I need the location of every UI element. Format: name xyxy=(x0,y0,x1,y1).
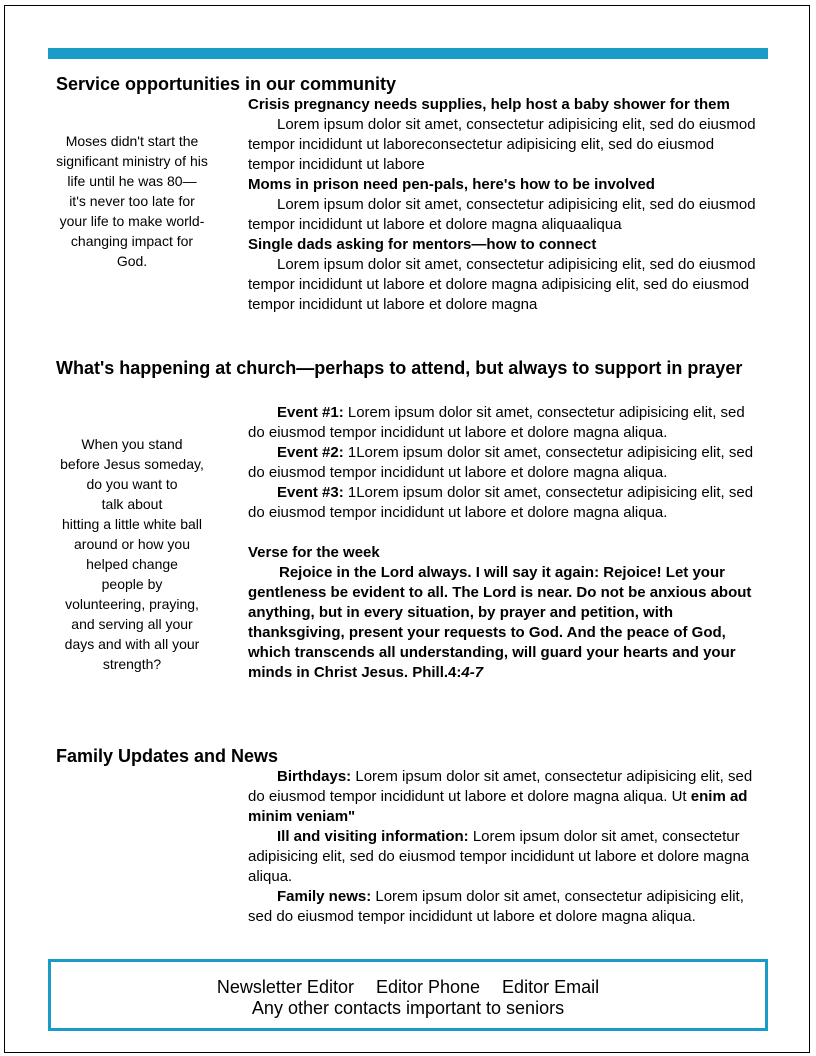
birthdays-label: Birthdays: xyxy=(277,768,352,785)
editor-phone: Editor Phone xyxy=(375,977,481,997)
event-label: Event #1: xyxy=(277,404,344,421)
family-news-label: Family news: xyxy=(277,888,372,905)
service-item-body: Lorem ipsum dolor sit amet, consectetur adipisicing elit, sed do eiusmod tempor incididunt ut laboreconsectetur adipisicing elit, sed do eiusmod tempor incididunt ut labore xyxy=(248,116,756,173)
church-content xyxy=(248,403,756,683)
verse-text: Rejoice in the Lord always. I will say it again: Rejoice! Let your gentleness be evident to all. The Lord is near. Do not be anxious about anything, but in every situation, by prayer and petition, with thanksgiving, present your requests to God. And the peace of God, which transcends all understanding, will guard your hearts and your minds in Christ Jesus. Phill.4:4-7 xyxy=(248,564,752,681)
contact-line xyxy=(51,977,765,998)
ill-visiting-label: Ill and visiting information: xyxy=(277,828,469,845)
service-heading: Service opportunities in our community xyxy=(56,74,397,94)
service-item-body: Lorem ipsum dolor sit amet, consectetur adipisicing elit, sed do eiusmod tempor incididunt ut labore et dolore magna adipisicing elit, sed do eiusmod tempor incididunt ut labore et dolore magna xyxy=(248,256,756,313)
service-item-body: Lorem ipsum dolor sit amet, consectetur adipisicing elit, sed do eiusmod tempor incididunt ut labore et dolore magna aliquaaliqua xyxy=(248,196,756,233)
event-text: 1Lorem ipsum dolor sit amet, consectetur adipisicing elit, sed do eiusmod tempor incididunt ut labore et dolore magna aliqua. xyxy=(248,444,754,481)
family-heading: Family Updates and News xyxy=(56,746,279,766)
moses-quote: Moses didn't start the significant ministry of his life until he was 80— it's never too late for your life to make world- changing impact for God. xyxy=(56,133,208,269)
service-item-title: Single dads asking for mentors—how to connect xyxy=(248,236,597,253)
top-accent-bar xyxy=(48,48,768,59)
family-news-item: Family news: Lorem ipsum dolor sit amet, consectetur adipisicing elit, sed do eiusmod tempor incididunt ut labore et dolore magna aliqua. xyxy=(248,888,744,925)
other-contacts: Any other contacts important to seniors xyxy=(251,998,565,1018)
event-text: Lorem ipsum dolor sit amet, consectetur adipisicing elit, sed do eiusmod tempor incididunt ut labore et dolore magna aliqua. xyxy=(248,404,745,441)
verse-title: Verse for the week xyxy=(248,544,380,561)
editor-email: Editor Email xyxy=(502,977,600,997)
church-heading: What's happening at church—perhaps to attend, but always to support in prayer xyxy=(56,358,743,378)
birthdays-item: Birthdays: Lorem ipsum dolor sit amet, consectetur adipisicing elit, sed do eiusmod tempor incididunt ut labore et dolore magna aliqua. Ut enim ad minim veniam" xyxy=(248,768,753,825)
jesus-quote: When you stand before Jesus someday, do you want to talk about hitting a little white ball around or how you helped change people by volunteering, praying, and serving all your days and with all your strength? xyxy=(60,436,204,672)
editor-name: Newsletter Editor xyxy=(216,977,354,997)
event-item xyxy=(248,403,756,443)
event-label: Event #2: xyxy=(277,444,344,461)
service-content xyxy=(248,95,756,315)
verse-reference: 4-7 xyxy=(461,664,484,681)
service-item-title: Crisis pregnancy needs supplies, help host a baby shower for them xyxy=(248,96,730,113)
event-text: 1Lorem ipsum dolor sit amet, consectetur adipisicing elit, sed do eiusmod tempor incididunt ut labore et dolore magna aliqua. xyxy=(248,484,754,521)
event-item xyxy=(248,443,756,483)
event-item xyxy=(248,483,756,523)
contact-footer xyxy=(48,959,768,1031)
spacer xyxy=(248,523,756,543)
ill-visiting-item: Ill and visiting information: Lorem ipsum dolor sit amet, consectetur adipisicing elit, sed do eiusmod tempor incididunt ut labore et dolore magna aliqua. xyxy=(248,828,750,885)
event-label: Event #3: xyxy=(277,484,344,501)
service-item-title: Moms in prison need pen-pals, here's how to be involved xyxy=(248,176,655,193)
family-content xyxy=(248,767,756,927)
